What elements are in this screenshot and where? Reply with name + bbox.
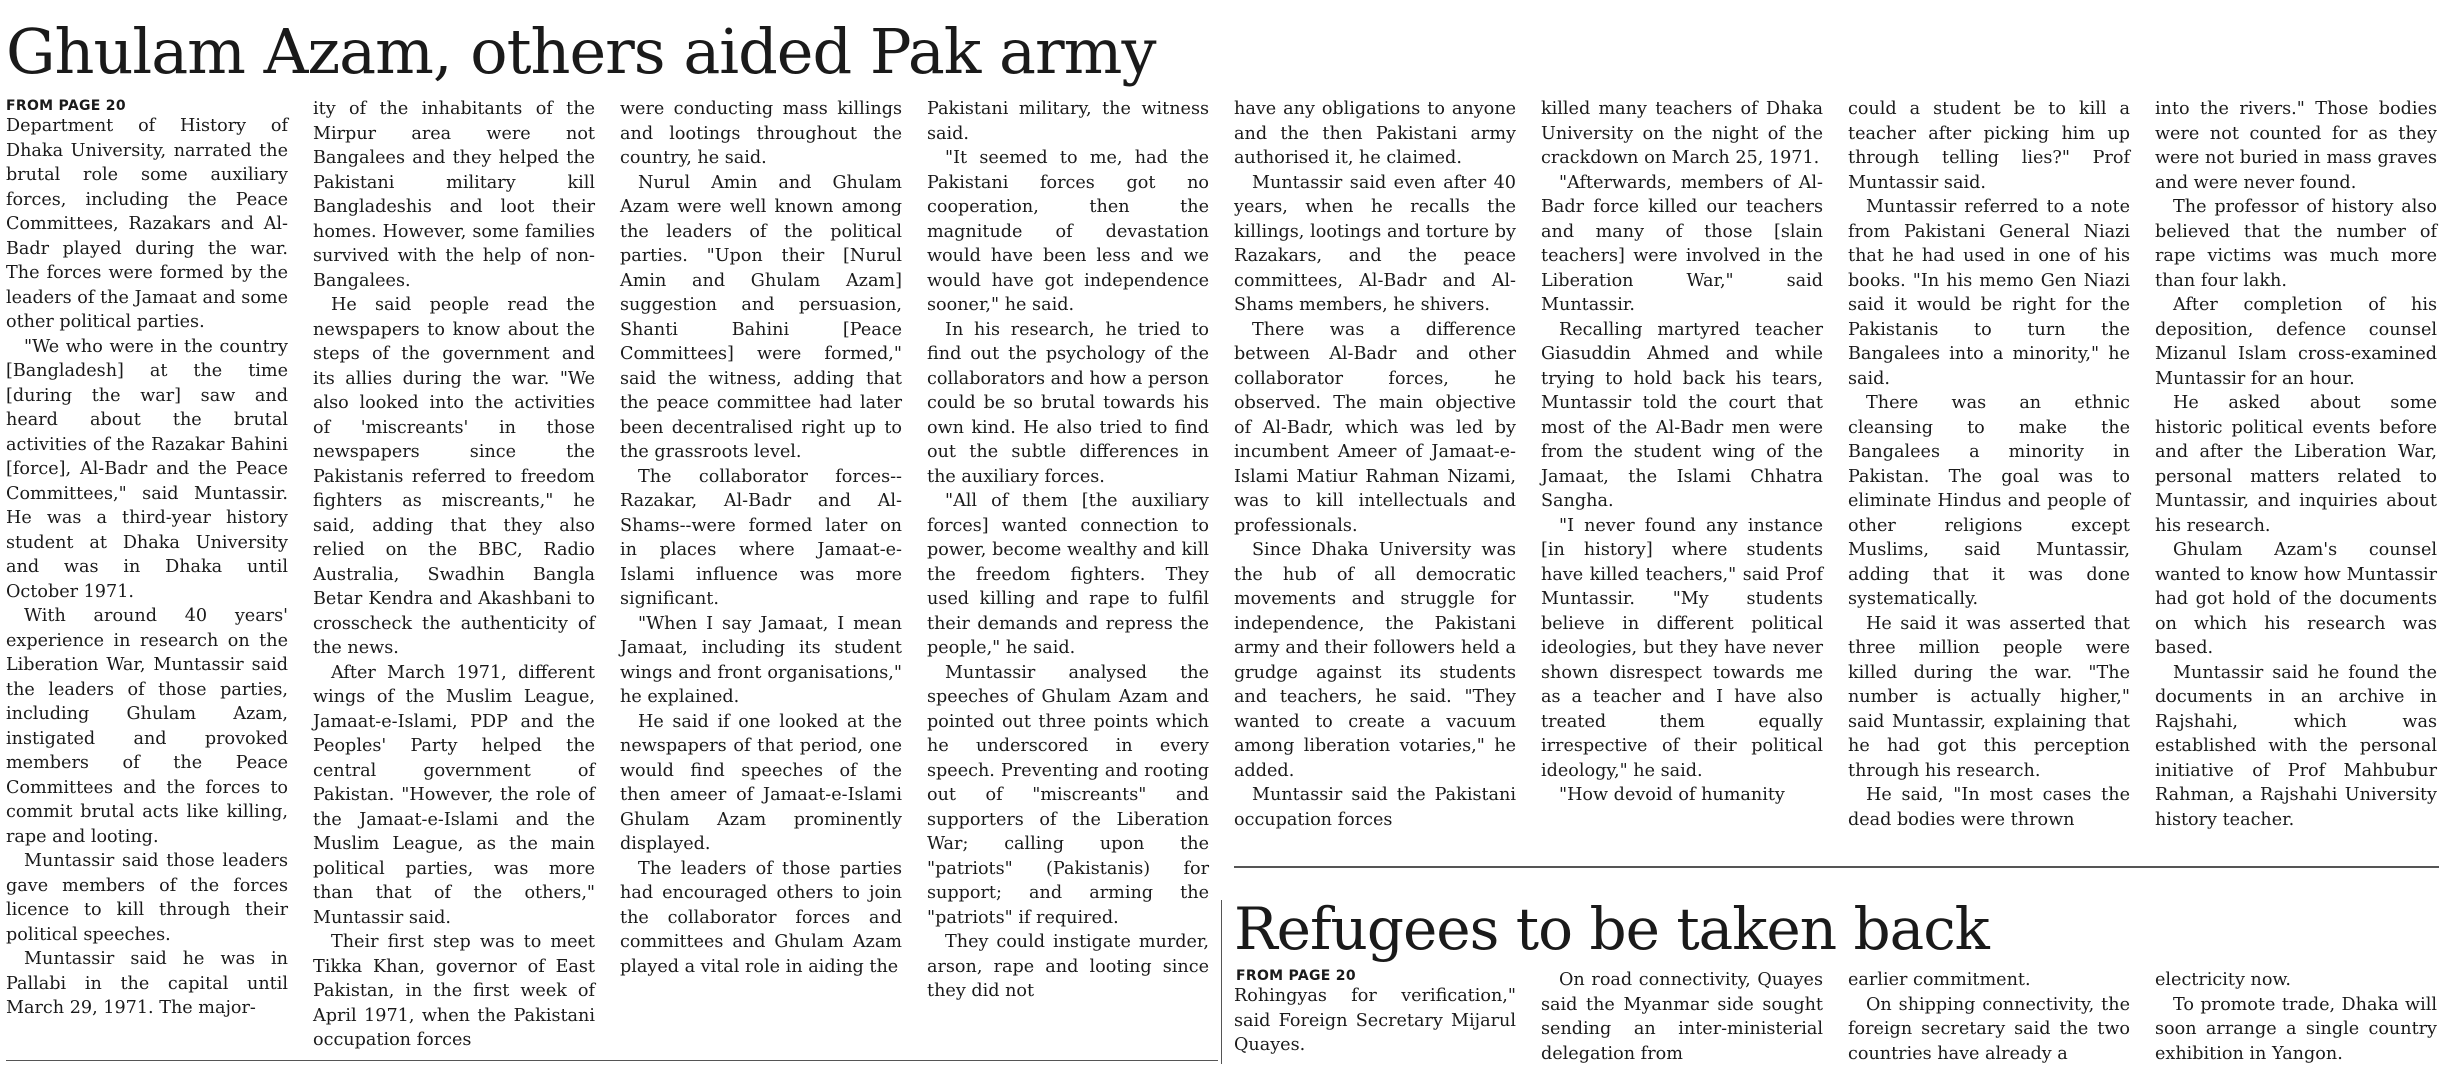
article-paragraph: After completion of his deposition, defence counsel Mizanul Islam cross-examined Muntassir for an hour.: [2155, 293, 2437, 391]
article-column: [6, 114, 288, 1044]
article-paragraph: have any obligations to anyone and the then Pakistani army authorised it, he claimed.: [1234, 97, 1516, 171]
article-paragraph: Ghulam Azam's counsel wanted to know how Muntassir had got hold of the documents on which his research was based.: [2155, 538, 2437, 661]
article-paragraph: There was an ethnic cleansing to make the Bangalees a minority in Pakistan. The goal was to eliminate Hindus and people of other religions except Muslims, said Muntassir, adding that it was done systematically.: [1848, 391, 2130, 612]
article-paragraph: In his research, he tried to find out the psychology of the collaborators and how a person could be so brutal towards his own kind. He also tried to find out the subtle differences in the auxiliary forces.: [927, 318, 1209, 490]
story-headline: Ghulam Azam, others aided Pak army: [6, 10, 1155, 94]
article-column: [1234, 984, 1516, 1064]
article-paragraph: They could instigate murder, arson, rape and looting since they did not: [927, 930, 1209, 1004]
article-paragraph: "It seemed to me, had the Pakistani forces got no cooperation, then the magnitude of devastation would have been less and we would have got independence sooner," he said.: [927, 146, 1209, 318]
article-column: [313, 97, 595, 1044]
article-paragraph: Muntassir said he found the documents in an archive in Rajshahi, which was established with the personal initiative of Prof Mahbubur Rahman, a Rajshahi University history teacher.: [2155, 661, 2437, 833]
article-column: [927, 97, 1209, 977]
article-paragraph: He said people read the newspapers to know about the steps of the government and its allies during the war. "We also looked into the activities of 'miscreants' in those newspapers since the Pakistanis referred to freedom fighters as miscreants," he said, adding that they also relied on the BBC, Radio Australia, Swadhin Bangla Betar Kendra and Akashbani to crosscheck the authenticity of the news.: [313, 293, 595, 661]
article-paragraph: "I never found any instance [in history] where students have killed teachers," said Prof Muntassir. "My students believe in different political ideologies, but they have never shown disrespect towards me as a teacher and I have also treated them equally irrespective of their political ideology," he said.: [1541, 514, 1823, 784]
article-paragraph: Department of History of Dhaka University, narrated the brutal role some auxiliary forces, including the Peace Committees, Razakars and Al-Badr played during the war. The forces were formed by the leaders of the Jamaat and some other political parties.: [6, 114, 288, 335]
article-paragraph: Recalling martyred teacher Giasuddin Ahmed and while trying to hold back his tears, Muntassir told the court that most of the Al-Badr men were from the student wing of the Jamaat, the Islami Chhatra Sangha.: [1541, 318, 1823, 514]
article-column: [620, 97, 902, 1044]
article-paragraph: The professor of history also believed that the number of rape victims was much more than four lakh.: [2155, 195, 2437, 293]
article-paragraph: Muntassir said the Pakistani occupation forces: [1234, 783, 1516, 832]
article-paragraph: were conducting mass killings and lootings throughout the country, he said.: [620, 97, 902, 171]
article-column: [1541, 968, 1823, 1064]
article-paragraph: He said, "In most cases the dead bodies were thrown: [1848, 783, 2130, 832]
article-paragraph: He asked about some historic political events before and after the Liberation War, personal matters related to Muntassir, and inquiries about his research.: [2155, 391, 2437, 538]
article-paragraph: To promote trade, Dhaka will soon arrange a single country exhibition in Yangon.: [2155, 993, 2437, 1066]
column-divider: [1221, 900, 1222, 1064]
article-paragraph: could a student be to kill a teacher after picking him up through telling lies?" Prof Muntassir said.: [1848, 97, 2130, 195]
article-paragraph: ity of the inhabitants of the Mirpur area were not Bangalees and they helped the Pakistani military kill Bangladeshis and loot their homes. However, some families survived with the help of non-Bangalees.: [313, 97, 595, 293]
article-paragraph: He said if one looked at the newspapers of that period, one would find speeches of the then ameer of Jamaat-e-Islami Ghulam Azam prominently displayed.: [620, 710, 902, 857]
article-paragraph: Pakistani military, the witness said.: [927, 97, 1209, 146]
article-paragraph: The collaborator forces--Razakar, Al-Badr and Al-Shams--were formed later on in places where Jamaat-e-Islami influence was more significant.: [620, 465, 902, 612]
article-paragraph: Muntassir said even after 40 years, when he recalls the killings, lootings and torture by Razakars, and the peace committees, Al-Badr and Al-Shams members, he shivers.: [1234, 171, 1516, 318]
article-paragraph: "When I say Jamaat, I mean Jamaat, including its student wings and front organisations," he explained.: [620, 612, 902, 710]
article-paragraph: "How devoid of humanity: [1541, 783, 1823, 808]
article-paragraph: Nurul Amin and Ghulam Azam were well known among the leaders of the political parties. "Upon their [Nurul Amin and Ghulam Azam] suggestion and persuasion, Shanti Bahini [Peace Committees] were formed," said the witness, adding that the peace committee had later been decentralised right up to the grassroots level.: [620, 171, 902, 465]
article-paragraph: There was a difference between Al-Badr and other collaborator forces, he observed. The main objective of Al-Badr, which was led by incumbent Ameer of Jamaat-e-Islami Matiur Rahman Nizami, was to kill intellectuals and professionals.: [1234, 318, 1516, 539]
article-paragraph: killed many teachers of Dhaka University on the night of the crackdown on March 25, 1971.: [1541, 97, 1823, 171]
article-column: [1848, 97, 2130, 849]
article-paragraph: Rohingyas for verification," said Foreign Secretary Mijarul Quayes.: [1234, 984, 1516, 1058]
page-bottom-rule: [6, 1060, 1218, 1061]
article-paragraph: Since Dhaka University was the hub of all democratic movements and struggle for independence, the Pakistani army and their followers held a grudge against its students and teachers, he said. "They wanted to create a vacuum among liberation votaries," he added.: [1234, 538, 1516, 783]
article-column: [1234, 97, 1516, 849]
jump-label: FROM PAGE 20: [1236, 968, 1356, 984]
article-paragraph: "Afterwards, members of Al-Badr force killed our teachers and many of those [slain teachers] were involved in the Liberation War," said Muntassir.: [1541, 171, 1823, 318]
story-headline: Refugees to be taken back: [1234, 890, 1989, 968]
article-paragraph: With around 40 years' experience in research on the Liberation War, Muntassir said the leaders of those parties, including Ghulam Azam, instigated and provoked members of the Peace Committees and the forces to commit brutal acts like killing, rape and looting.: [6, 604, 288, 849]
article-paragraph: Muntassir said he was in Pallabi in the capital until March 29, 1971. The major-: [6, 947, 288, 1021]
article-column: [1848, 968, 2130, 1064]
article-paragraph: The leaders of those parties had encouraged others to join the collaborator forces and committees and Ghulam Azam played a vital role in aiding the: [620, 857, 902, 980]
article-paragraph: Muntassir said those leaders gave members of the forces licence to kill through their political speeches.: [6, 849, 288, 947]
article-column: [2155, 97, 2437, 849]
article-paragraph: "All of them [the auxiliary forces] wanted connection to power, become wealthy and kill the freedom fighters. They used killing and rape to fulfil their demands and repress the people," he said.: [927, 489, 1209, 661]
article-paragraph: Muntassir analysed the speeches of Ghulam Azam and pointed out three points which he underscored in every speech. Preventing and rooting out of "miscreants" and supporters of the Liberation War; calling upon the "patriots" (Pakistanis) for support; and arming the "patriots" if required.: [927, 661, 1209, 931]
article-paragraph: electricity now.: [2155, 968, 2437, 993]
article-paragraph: earlier commitment.: [1848, 968, 2130, 993]
article-paragraph: Their first step was to meet Tikka Khan, governor of East Pakistan, in the first week of April 1971, when the Pakistani occupation forces: [313, 930, 595, 1053]
article-paragraph: After March 1971, different wings of the Muslim League, Jamaat-e-Islami, PDP and the Peoples' Party helped the central government of Pakistan. "However, the role of the Jamaat-e-Islami and the Muslim League, as the main political parties, was more than that of the others," Muntassir said.: [313, 661, 595, 931]
article-paragraph: He said it was asserted that three million people were killed during the war. "The number is actually higher," said Muntassir, explaining that he had got this perception through his research.: [1848, 612, 2130, 784]
article-paragraph: into the rivers." Those bodies were not counted for as they were not buried in mass graves and were never found.: [2155, 97, 2437, 195]
article-paragraph: On shipping connectivity, the foreign secretary said the two countries have already a: [1848, 993, 2130, 1066]
article-column: [1541, 97, 1823, 849]
section-divider: [1234, 866, 2439, 868]
article-paragraph: Muntassir referred to a note from Pakistani General Niazi that he had used in one of his books. "In his memo Gen Niazi said it would be right for the Pakistanis to turn the Bangalees into a minority," he said.: [1848, 195, 2130, 391]
article-column: [2155, 968, 2437, 1064]
article-paragraph: "We who were in the country [Bangladesh] at the time [during the war] saw and heard about the brutal activities of the Razakar Bahini [force], Al-Badr and the Peace Committees," said Muntassir. He was a third-year history student at Dhaka University and was in Dhaka until October 1971.: [6, 335, 288, 605]
article-paragraph: On road connectivity, Quayes said the Myanmar side sought sending an inter-ministerial delegation from: [1541, 968, 1823, 1066]
jump-label: FROM PAGE 20: [6, 98, 126, 114]
